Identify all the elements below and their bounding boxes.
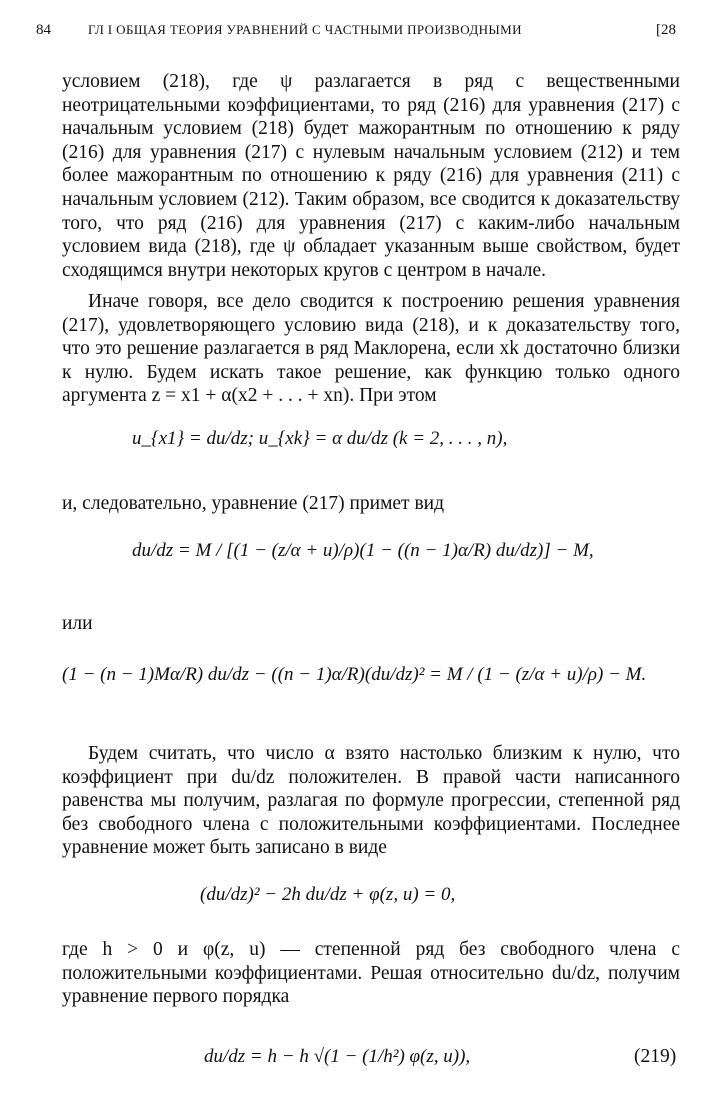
paragraph-2: Иначе говоря, все дело сводится к построению решения уравнения (217), удовлетворяющего условию вида (218), и к доказательству того, что это решение разлагается в ряд Маклорена, если xk достаточно близки к нулю. Будем искать такое решение, как функцию только одного аргумента z = x1 + α(x2 + . . . + xn). При этом: [62, 291, 680, 407]
equation-2: [132, 540, 594, 562]
equation-5: [204, 1046, 470, 1068]
paragraph-3: и, следовательно, уравнение (217) примет вид: [62, 493, 445, 514]
equation-3: [62, 664, 646, 686]
equation-4-text: (du/dz)² − 2h du/dz + φ(z, u) = 0,: [200, 884, 456, 905]
paragraph-5: Будем считать, что число α взято настолько близким к нулю, что коэффициент при du/dz положителен. В правой части написанного равенства мы получим, разлагая по формуле прогрессии, степенной ряд без свободного члена с положительными коэффициентами. Последнее уравнение может быть записано в виде: [62, 743, 680, 859]
equation-2-text: du/dz = M / [(1 − (z/α + u)/ρ)(1 − ((n − 1)α/R) du/dz)] − M,: [132, 540, 594, 561]
paragraph-1: условием (218), где ψ разлагается в ряд с вещественными неотрицательными коэффициентами, то ряд (216) для уравнения (217) с начальным условием (218) будет мажорантным по отношению к ряду (216) для уравнения (217) с нулевым начальным условием (212) и тем более мажорантным по отношению к ряду (216) для уравнения (211) с начальным условием (212). Таким образом, все сводится к доказательству того, что ряд (216) для уравнения (217) с каким-либо начальным условием вида (218), где ψ обладает указанным выше свойством, будет сходящимся внутри некоторых кругов с центром в начале.: [62, 71, 680, 281]
running-header: [36, 22, 676, 44]
running-title: ГЛ I ОБЩАЯ ТЕОРИЯ УРАВНЕНИЙ С ЧАСТНЫМИ ПРОИЗВОДНЫМИ: [88, 22, 522, 37]
section-number: [28: [656, 22, 676, 38]
page-number: 84: [36, 22, 51, 38]
equation-5-text: du/dz = h − h √(1 − (1/h²) φ(z, u)),: [204, 1046, 471, 1067]
paragraph-4: или: [62, 613, 93, 634]
paragraph-6: где h > 0 и φ(z, u) — степенной ряд без свободного члена с положительными коэффициентами. Решая относительно du/dz, получим уравнение первого порядка: [62, 939, 680, 1008]
equation-1: [132, 428, 507, 450]
equation-4: [200, 884, 455, 906]
equation-number-219: (219): [634, 1046, 677, 1067]
equation-3-text: (1 − (n − 1)Mα/R) du/dz − ((n − 1)α/R)(du/dz)² = M / (1 − (z/α + u)/ρ) − M.: [62, 664, 647, 685]
equation-1-text: u_{x1} = du/dz; u_{xk} = α du/dz (k = 2, . . . , n),: [132, 428, 508, 449]
